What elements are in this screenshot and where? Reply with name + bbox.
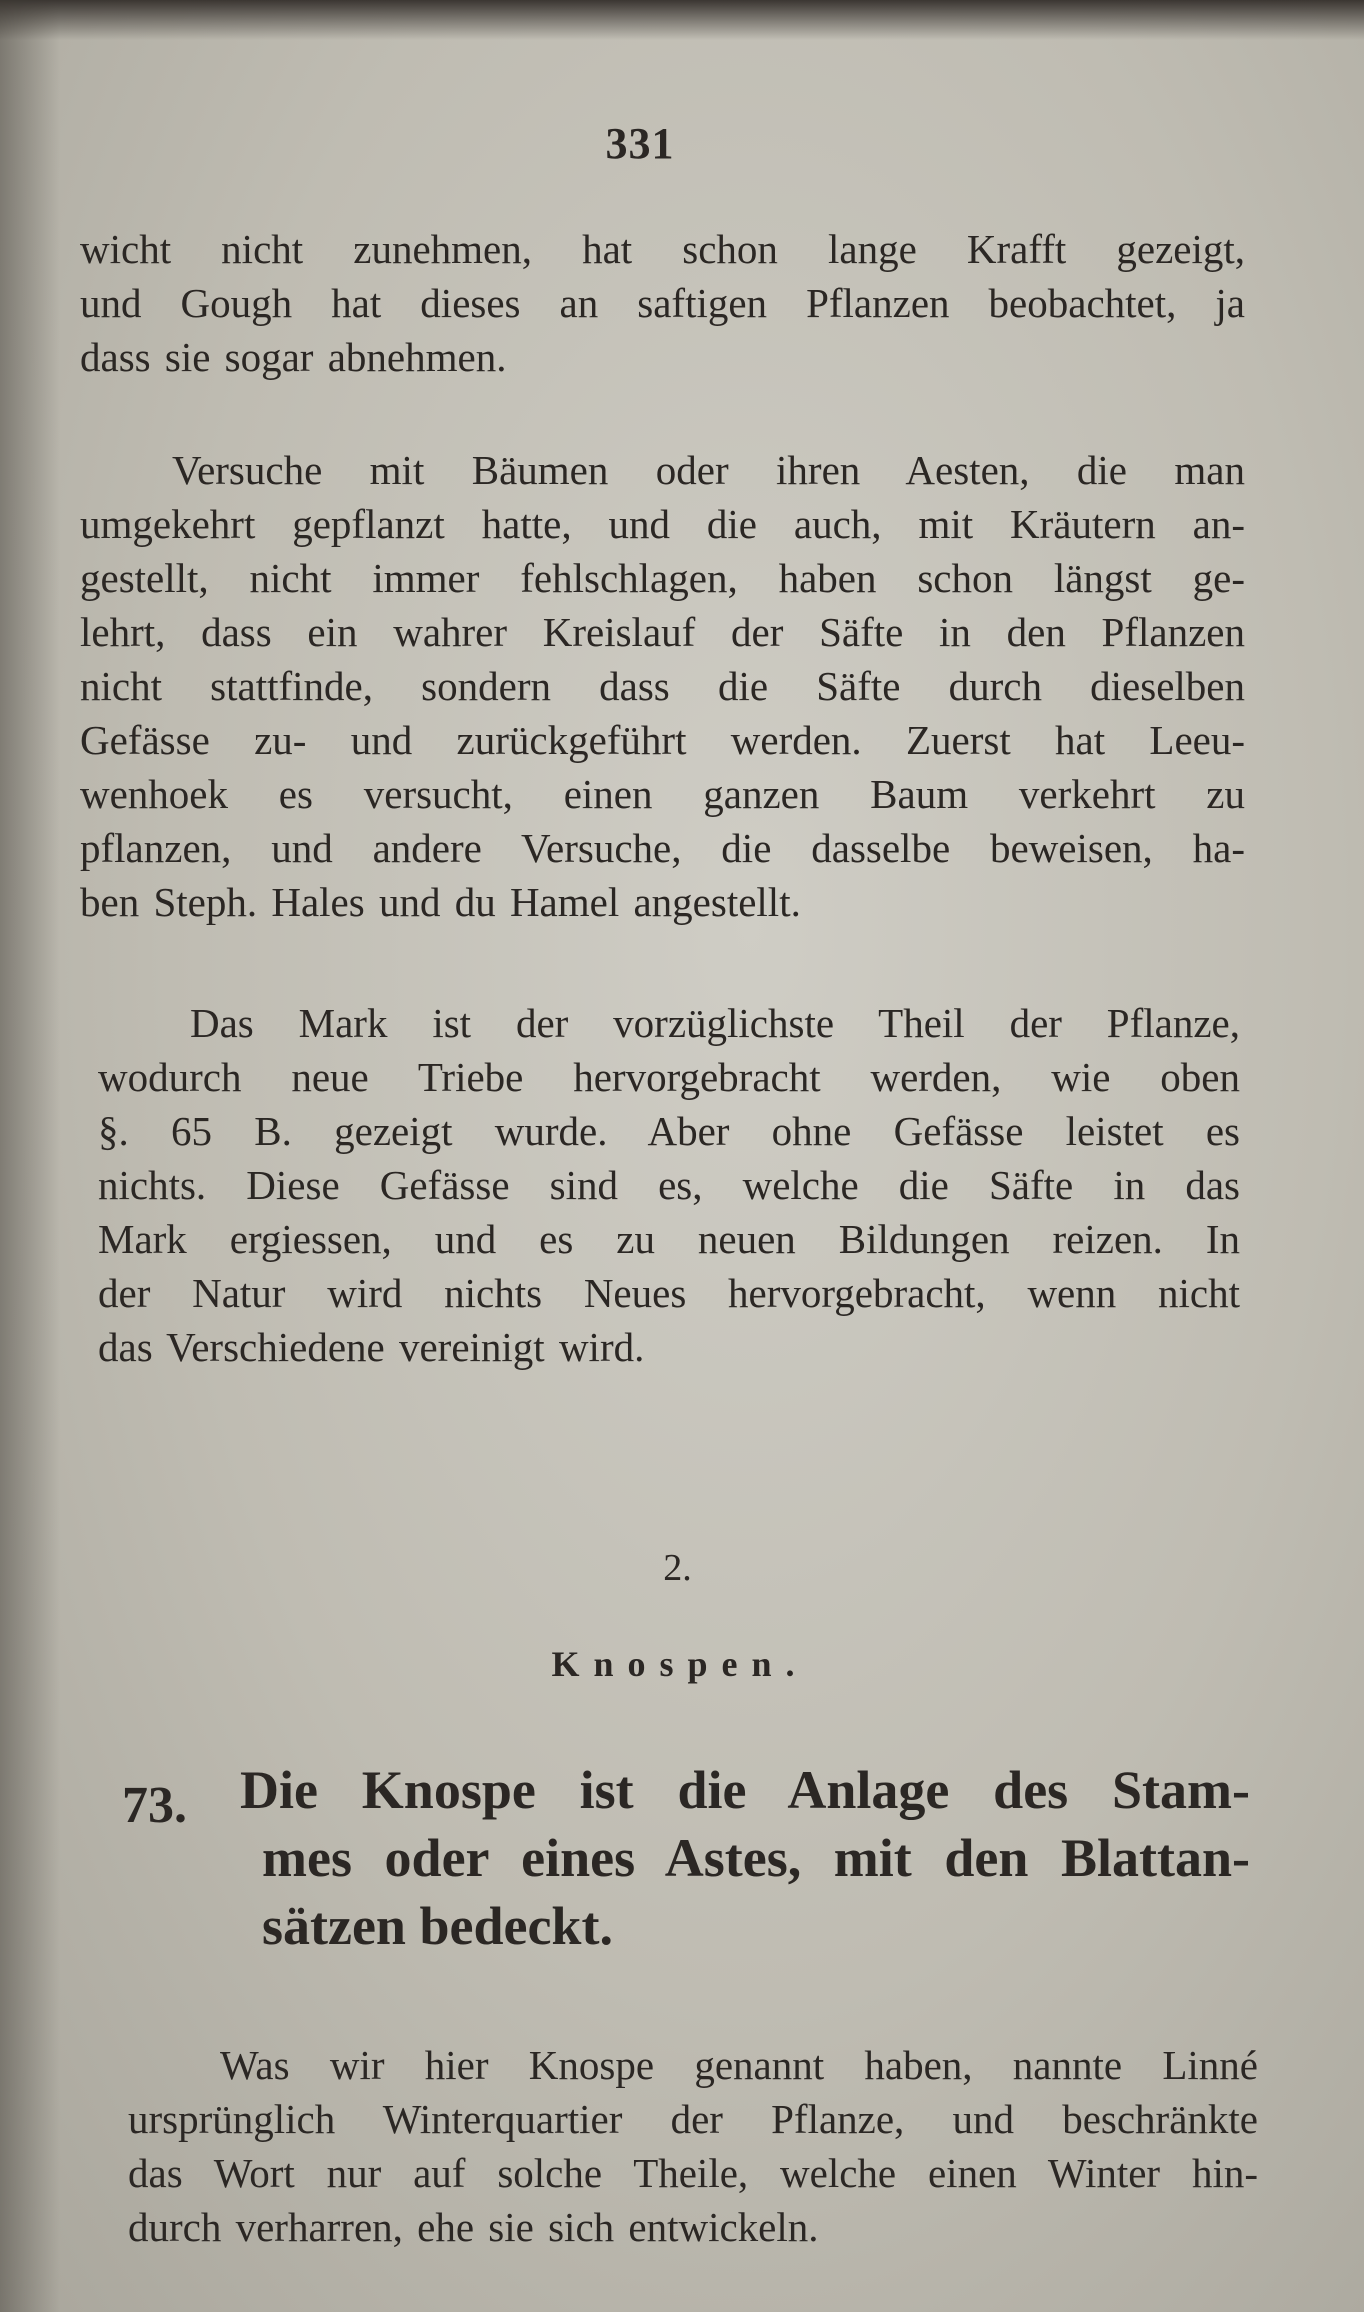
paragraph-4 [128,2038,1258,2254]
paragraph-line: und Gough hat dieses an saftigen Pflanzen beobachtet, ja [80,280,1245,326]
thesis-statement [240,1756,1250,1960]
paragraph-line: nicht stattfinde, sondern dass die Säfte durch dieselben [80,663,1245,709]
paragraph-line: nichts. Diese Gefässe sind es, welche die Säfte in das [98,1162,1240,1208]
paragraph-line: umgekehrt gepflanzt hatte, und die auch, mit Kräutern an- [80,501,1245,547]
paragraph-2 [80,443,1245,929]
paragraph-line: wicht nicht zunehmen, hat schon lange Krafft gezeigt, [80,226,1245,272]
paragraph-line: Was wir hier Knospe genannt haben, nannte Linné [220,2042,1258,2088]
paragraph-line: §. 65 B. gezeigt wurde. Aber ohne Gefässe leistet es [98,1108,1240,1154]
paragraph-line: wenhoek es versucht, einen ganzen Baum verkehrt zu [80,771,1245,817]
paragraph-line: gestellt, nicht immer fehlschlagen, haben schon längst ge- [80,555,1245,601]
paragraph-line: durch verharren, ehe sie sich entwickeln. [128,2204,819,2250]
thesis-line: mes oder eines Astes, mit den Blattan- [262,1828,1250,1888]
paragraph-line: dass sie sogar abnehmen. [80,334,507,380]
thesis-line: Die Knospe ist die Anlage des Stam- [240,1760,1250,1820]
page-number: 331 [605,119,675,168]
paragraph-line: Das Mark ist der vorzüglichste Theil der Pflanze, [190,1000,1240,1046]
page-top-shadow [0,0,1364,40]
paragraph-line: ursprünglich Winterquartier der Pflanze, und beschränkte [128,2096,1258,2142]
paragraph-line: pflanzen, und andere Versuche, die dasselbe beweisen, ha- [80,825,1245,871]
paragraph-line: Gefässe zu- und zurückgeführt werden. Zuerst hat Leeu- [80,717,1245,763]
paragraph-line: wodurch neue Triebe hervorgebracht werden, wie oben [98,1054,1240,1100]
paragraph-line: lehrt, dass ein wahrer Kreislauf der Säfte in den Pflanzen [80,609,1245,655]
thesis-line: sätzen bedeckt. [262,1896,613,1956]
thesis-number: 73. [122,1777,187,1834]
paragraph-line: das Verschiedene vereinigt wird. [98,1324,645,1370]
paragraph-line: Versuche mit Bäumen oder ihren Aesten, die man [172,447,1245,493]
paragraph-line: der Natur wird nichts Neues hervorgebracht, wenn nicht [98,1270,1240,1316]
paragraph-line: das Wort nur auf solche Theile, welche einen Winter hin- [128,2150,1258,2196]
paragraph-1 [80,222,1245,384]
page-gutter-shadow [0,0,60,2312]
section-number: 2. [663,1547,692,1589]
paragraph-line: ben Steph. Hales und du Hamel angestellt. [80,879,801,925]
section-title: Knospen. [551,1644,809,1684]
paragraph-3 [98,996,1240,1374]
paragraph-line: Mark ergiessen, und es zu neuen Bildungen reizen. In [98,1216,1240,1262]
